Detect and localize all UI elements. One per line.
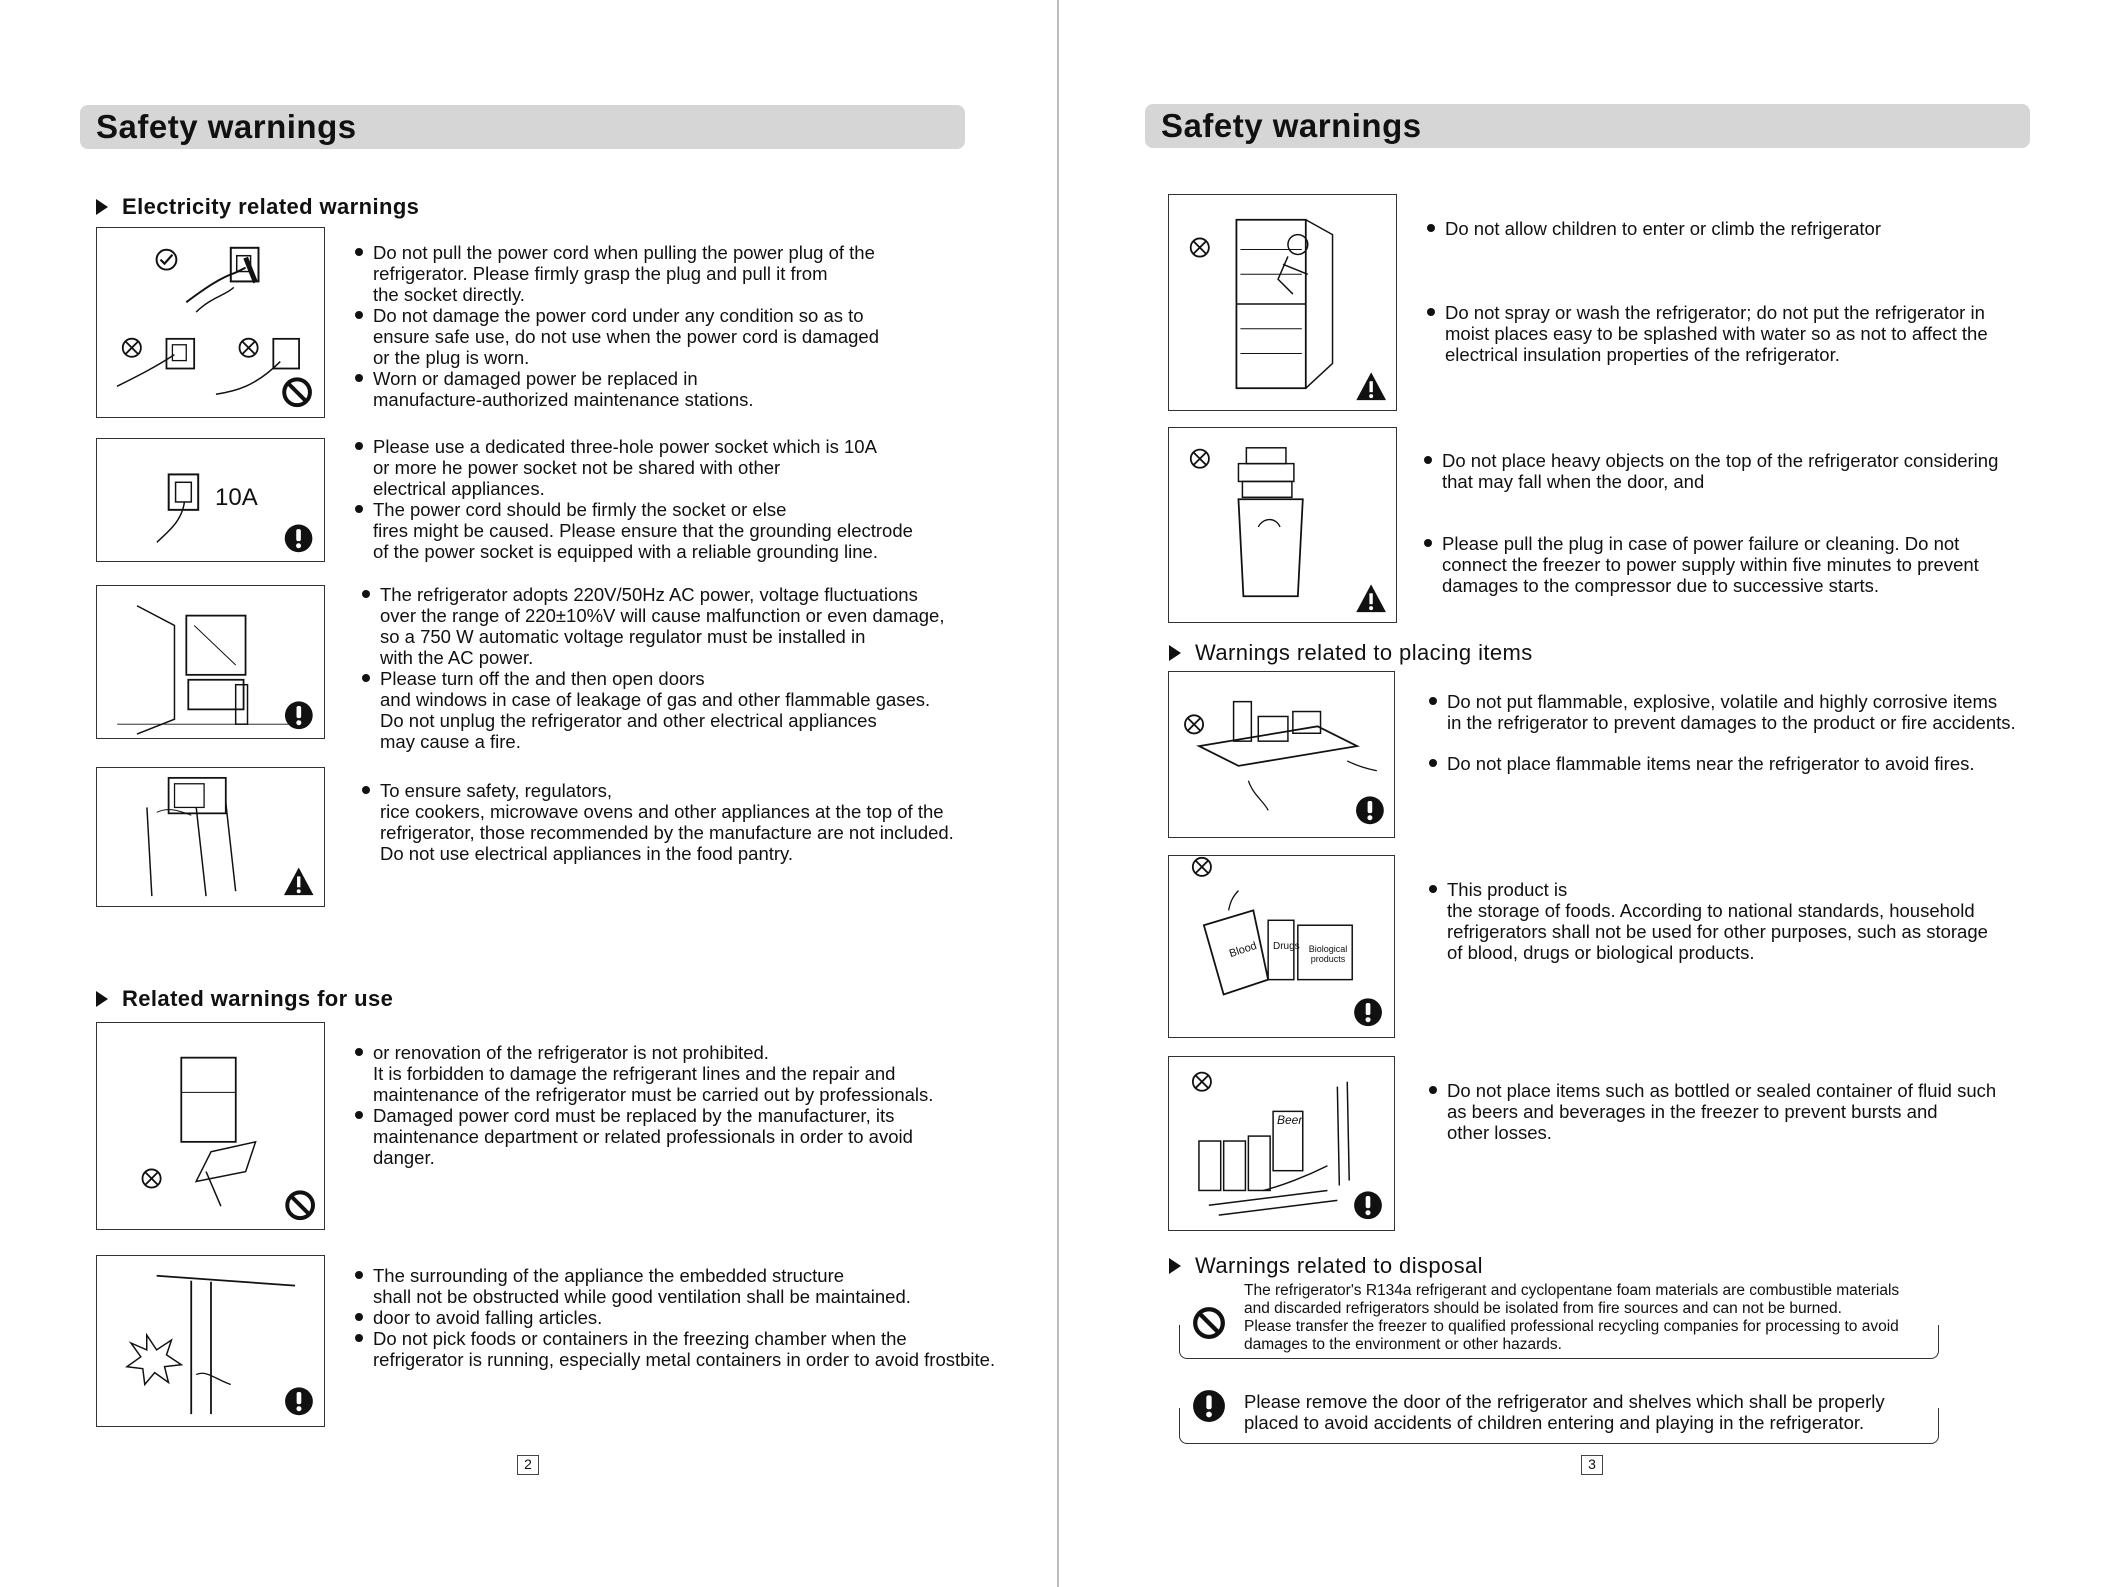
text-block-moisture — [1427, 302, 1988, 365]
section-heading-placing: Warnings related to placing items — [1169, 640, 1533, 666]
prohibited-x-icon — [142, 1169, 160, 1187]
mandatory-icon — [285, 525, 313, 553]
text-block-socket — [355, 436, 913, 562]
mandatory-icon — [1354, 998, 1382, 1026]
text-block-voltage — [362, 584, 944, 752]
page-number: 2 — [517, 1455, 539, 1475]
bullet-item: Do not place flammable items near the refrigerator to avoid fires. — [1429, 753, 2016, 774]
section-heading-disposal: Warnings related to disposal — [1169, 1253, 1483, 1279]
mandatory-icon — [1356, 796, 1384, 824]
bullet-item: Do not pull the power cord when pulling the power plug of the refrigerator. Please firmly grasp the plug and pull it from the socket directly. — [355, 242, 879, 305]
text-block-plug — [355, 242, 879, 410]
figure-blood-drugs — [1168, 855, 1395, 1038]
figure-flammable-items — [1168, 671, 1395, 838]
blood-label: Blood — [1227, 939, 1259, 961]
bullet-item: Do not place items such as bottled or sealed container of fluid such as beers and beverages in the freezer to prevent bursts and other losses. — [1429, 1080, 1996, 1143]
page-title: Safety warnings — [80, 105, 965, 149]
prohibition-icon — [284, 379, 310, 405]
bullet-item: Do not allow children to enter or climb the refrigerator — [1427, 218, 1881, 239]
figure-heavy-objects — [1168, 427, 1397, 623]
prohibition-icon — [1192, 1306, 1226, 1340]
mandatory-icon — [285, 1387, 313, 1415]
text-block-renovation — [355, 1042, 933, 1168]
bullet-item: Do not spray or wash the refrigerator; do not put the refrigerator in moist places easy to be splashed with water so as not to affect the electrical insulation properties of the refrigerator. — [1427, 302, 1988, 365]
bullet-item: door to avoid falling articles. — [355, 1307, 995, 1328]
bullet-item: To ensure safety, regulators, rice cookers, microwave ovens and other appliances at the top of the refrigerator, those recommended by the manufacture are not included. Do not use electrical appliances in the food pantry. — [362, 780, 954, 864]
mandatory-icon — [1192, 1389, 1226, 1423]
page-title: Safety warnings — [1145, 104, 2030, 148]
mandatory-icon — [1354, 1191, 1382, 1219]
warning-triangle-icon — [284, 868, 314, 896]
figure-child-climbing — [1168, 194, 1397, 411]
section-heading-use: Related warnings for use — [96, 986, 393, 1012]
figure-socket-10a — [96, 438, 325, 562]
page-left — [0, 0, 1057, 1587]
prohibited-x-icon — [123, 339, 141, 357]
text-block-ventilation — [355, 1265, 995, 1370]
bullet-item: Do not put flammable, explosive, volatile and highly corrosive items in the refrigerator to prevent damages to the product or fire accidents. — [1429, 691, 2016, 733]
disposal-text-combustible: The refrigerator's R134a refrigerant and cyclopentane foam materials are combustible materials and discarded refrigerators should be isolated from fire sources and can not be burned. Please transfer the freezer to qualified professional recycling companies for processing to avoid damages to the environment or other hazards. — [1244, 1282, 1900, 1353]
text-block-appliances — [362, 780, 954, 864]
figure-plug-pull — [96, 227, 325, 418]
check-icon — [157, 250, 177, 270]
bullet-item: Do not pick foods or containers in the freezing chamber when the refrigerator is running, especially metal containers in order to avoid frostbite. — [355, 1328, 995, 1370]
warning-triangle-icon — [1356, 372, 1386, 400]
bullet-item: This product is the storage of foods. According to national standards, household refrigerators shall not be used for other purposes, such as storage of blood, drugs or biological products. — [1429, 879, 1988, 963]
text-block-flammable — [1429, 691, 2016, 774]
section-heading-electricity: Electricity related warnings — [96, 194, 419, 220]
bullet-item: The refrigerator adopts 220V/50Hz AC power, voltage fluctuations over the range of 220±10%V will cause malfunction or even damage, so a 750 W automatic voltage regulator must be installed in with the AC power. — [362, 584, 944, 668]
bullet-item: Do not place heavy objects on the top of the refrigerator considering that may fall when the door, and — [1424, 450, 1998, 492]
bullet-item: Do not damage the power cord under any condition so as to ensure safe use, do not use when the power cord is damaged or the plug is worn. — [355, 305, 879, 368]
socket-rating-label: 10A — [215, 484, 258, 511]
prohibited-x-icon — [1193, 858, 1211, 876]
bullet-item: Worn or damaged power be replaced in manufacture-authorized maintenance stations. — [355, 368, 879, 410]
text-block-heavy — [1424, 450, 1998, 492]
drugs-label: Drugs — [1273, 941, 1300, 952]
figure-bottled-fluids — [1168, 1056, 1395, 1231]
prohibited-x-icon — [1193, 1073, 1211, 1091]
prohibited-x-icon — [1185, 715, 1203, 733]
prohibited-x-icon — [1191, 450, 1209, 468]
biological-products-label: Biological products — [1308, 944, 1348, 964]
figure-gas-stove — [96, 585, 325, 739]
mandatory-icon — [285, 701, 313, 729]
figure-door-hinge — [96, 1255, 325, 1427]
warning-triangle-icon — [1356, 584, 1386, 612]
page-right — [1057, 0, 2117, 1587]
bullet-item: or renovation of the refrigerator is not prohibited. It is forbidden to damage the refrigerant lines and the repair and maintenance of the refrigerator must be carried out by professionals. — [355, 1042, 933, 1105]
text-block-storage — [1429, 879, 1988, 963]
bullet-item: The power cord should be firmly the socket or else fires might be caused. Please ensure that the grounding electrode of the power socket is equipped with a reliable grounding line. — [355, 499, 913, 562]
bullet-item: The surrounding of the appliance the embedded structure shall not be obstructed while good ventilation shall be maintained. — [355, 1265, 995, 1307]
text-block-beer — [1429, 1080, 1996, 1143]
prohibited-x-icon — [1191, 238, 1209, 256]
prohibited-x-icon — [240, 339, 258, 357]
bullet-item: Please pull the plug in case of power failure or cleaning. Do not connect the freezer to power supply within five minutes to prevent damages to the compressor due to successive starts. — [1424, 533, 1979, 596]
bullet-item: Please turn off the and then open doors and windows in case of leakage of gas and other flammable gases. Do not unplug the refrigerator and other electrical appliances may cause a fire. — [362, 668, 944, 752]
text-block-children — [1427, 218, 1881, 239]
text-block-power-failure — [1424, 533, 1979, 596]
bullet-item: Damaged power cord must be replaced by the manufacturer, its maintenance department or related professionals in order to avoid danger. — [355, 1105, 933, 1168]
page-number: 3 — [1581, 1455, 1603, 1475]
prohibition-icon — [287, 1192, 313, 1218]
beer-label: Beer — [1277, 1113, 1303, 1127]
figure-appliance-on-fridge — [96, 767, 325, 907]
figure-renovation — [96, 1022, 325, 1230]
disposal-text-remove-door: Please remove the door of the refrigerator and shelves which shall be properly placed to avoid accidents of children entering and playing in the refrigerator. — [1244, 1391, 1885, 1433]
bullet-item: Please use a dedicated three-hole power socket which is 10A or more he power socket not be shared with other electrical appliances. — [355, 436, 913, 499]
